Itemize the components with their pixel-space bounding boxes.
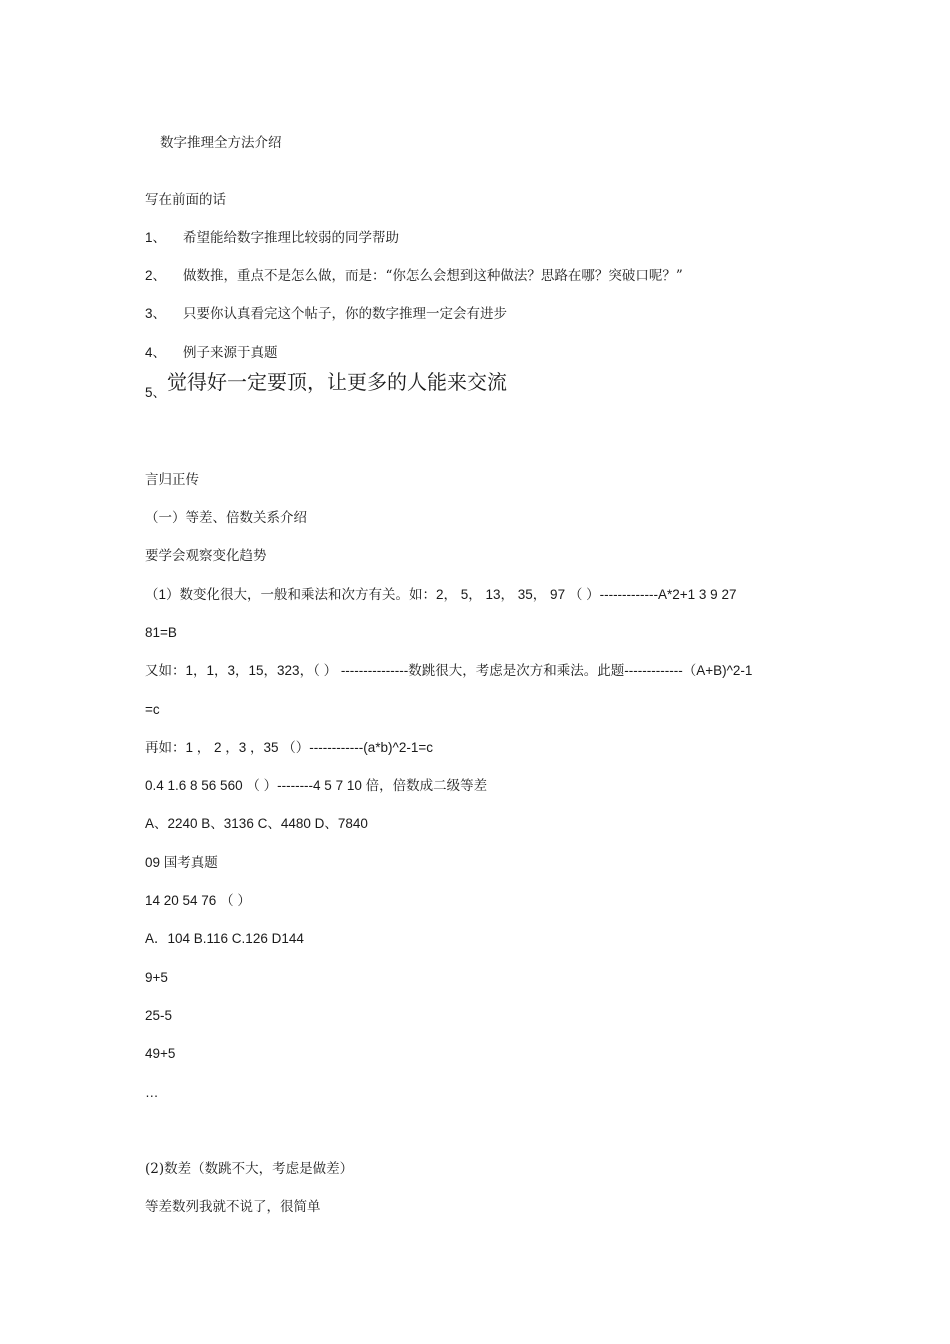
example-line: （1）数变化很大，一般和乘法和次方有关。如：2， 5， 13， 35， 97 （ ）-------------A*2+1 3 9 27	[145, 587, 737, 602]
answer-options: A．104 B.116 C.126 D144	[145, 931, 304, 946]
example-line: 14 20 54 76 （ ）	[145, 893, 251, 908]
item-text: 只要你认真看完这个帖子，你的数字推理一定会有进步	[183, 306, 507, 322]
example-line: 81=B	[145, 625, 177, 640]
item-text: 觉得好一定要顶，让更多的人能来交流	[167, 370, 507, 394]
section-heading: （一）等差、倍数关系介绍	[145, 510, 307, 526]
section-intro: 言归正传	[145, 472, 199, 488]
doc-title: 数字推理全方法介绍	[160, 135, 282, 151]
item-index: 2、	[145, 268, 167, 283]
example-line: =c	[145, 702, 160, 717]
item-text: 做数推，重点不是怎么做，而是：“你怎么会想到这种做法？思路在哪？突破口呢？”	[183, 268, 683, 284]
paragraph: 等差数列我就不说了，很简单	[145, 1199, 321, 1215]
formula-line: 9+5	[145, 970, 168, 985]
example-line: 再如：1 ， 2 ，3 ，35 （）------------(a*b)^2-1=c	[145, 740, 433, 755]
answer-options: A、2240 B、3136 C、4480 D、7840	[145, 816, 368, 831]
preface-item-4	[145, 344, 278, 362]
formula-line: 25-5	[145, 1008, 173, 1023]
ellipsis: …	[145, 1085, 159, 1100]
item-index: 4、	[145, 345, 167, 360]
item-text: 希望能给数字推理比较弱的同学帮助	[183, 230, 399, 246]
formula-line: 49+5	[145, 1046, 176, 1061]
preface-heading: 写在前面的话	[145, 192, 226, 208]
preface-item-2	[145, 267, 683, 285]
preface-item-1	[145, 229, 399, 247]
section-heading: (2)数差（数跳不大，考虑是做差）	[145, 1161, 354, 1177]
example-line: 0.4 1.6 8 56 560 （ ）--------4 5 7 10 倍，倍数成二级等差	[145, 778, 488, 793]
exam-label: 09 国考真题	[145, 855, 218, 870]
item-index: 5、	[145, 385, 167, 400]
example-line: 又如：1，1，3，15，323，（ ） ---------------数跳很大，考虑是次方和乘法。此题-------------（A+B)^2-1	[145, 663, 753, 678]
item-index: 1、	[145, 230, 167, 245]
item-text: 例子来源于真题	[183, 345, 278, 361]
item-index: 3、	[145, 306, 167, 321]
paragraph: 要学会观察变化趋势	[145, 548, 267, 564]
preface-item-5	[145, 370, 507, 405]
preface-item-3	[145, 305, 507, 323]
